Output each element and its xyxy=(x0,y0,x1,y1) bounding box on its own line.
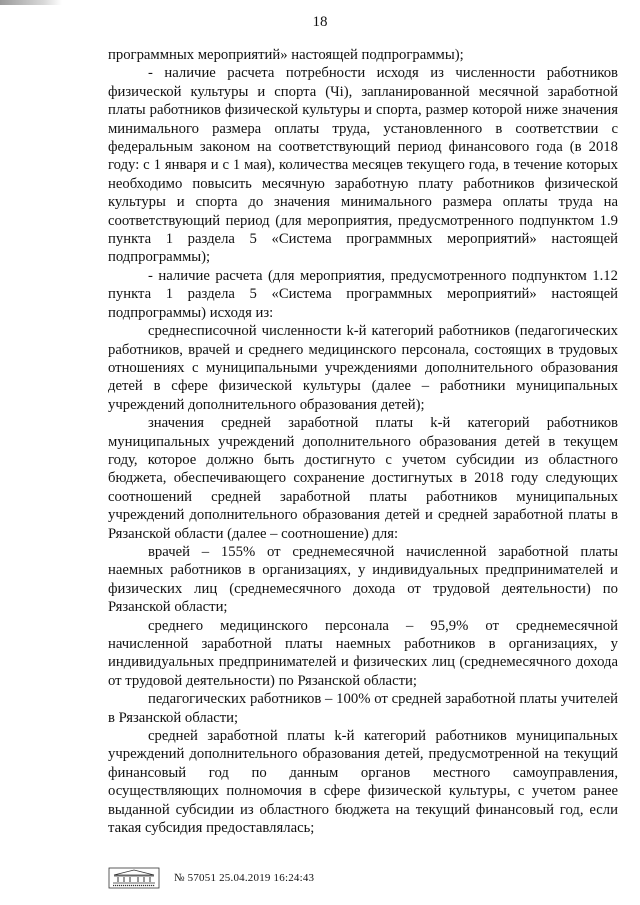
government-building-seal-icon xyxy=(108,867,160,889)
page-number: 18 xyxy=(312,14,328,30)
scan-edge-artifact xyxy=(0,0,62,5)
paragraph: среднесписочной численности k-й категорий работников (педагогических работников, врачей и среднего медицинского персонала, состоящих в трудовых отношениях с муниципальными учреждениями дополнительного образования детей в сфере физической культуры (далее – работники муниципальных учреждений дополнительного образования детей); xyxy=(108,323,618,413)
paragraph: - наличие расчета потребности исходя из численности работников физической культуры и спорта (Чi), запланированной месячной заработной платы работников физической культуры и спорта, размер которой ниже значения минимального размера оплаты труда, установленного в соответствии с федеральным законом на соответствующий период финансового года (в 2018 году: с 1 января и с 1 мая), количества месяцев текущего года, в течение которых необходимо повысить месячную заработную плату работников физической культуры и спорта до значения минимального размера оплаты труда на соответствующий период (для мероприятия, предусмотренного подпунктом 1.9 пункта 1 раздела 5 «Система программных мероприятий» настоящей подпрограммы); xyxy=(108,65,618,266)
paragraph: среднего медицинского персонала – 95,9% от среднемесячной начисленной заработной платы наемных работников в организациях, у индивидуальных предпринимателей и физических лиц (среднемесячного дохода от трудовой деятельности) по Рязанской области; xyxy=(108,617,618,689)
paragraph: программных мероприятий» настоящей подпрограммы); xyxy=(108,47,464,63)
document-footer xyxy=(108,866,314,890)
document-registration-stamp: № 57051 25.04.2019 16:24:43 xyxy=(174,872,315,884)
document-body xyxy=(108,46,618,837)
paragraph: педагогических работников – 100% от средней заработной платы учителей в Рязанской области; xyxy=(108,691,618,726)
paragraph: - наличие расчета (для мероприятия, предусмотренного подпунктом 1.12 пункта 1 раздела 5 «Система программных мероприятий» настоящей подпрограммы) исходя из: xyxy=(108,267,618,321)
paragraph: врачей – 155% от среднемесячной начисленной заработной платы наемных работников в организациях, у индивидуальных предпринимателей и физических лиц (среднемесячного дохода от трудовой деятельности) по Рязанской области; xyxy=(108,543,618,616)
paragraph: средней заработной платы k-й категорий работников муниципальных учреждений дополнительного образования детей, предусмотренной на текущий финансовый год по данным органов местного самоуправления, осуществляющих полномочия в сфере физической культуры, с учетом ранее выданной субсидии из областного бюджета на текущий финансовый год, если такая субсидия предоставлялась; xyxy=(108,728,618,837)
paragraph: значения средней заработной платы k-й категорий работников муниципальных учреждений дополнительного образования детей в текущем году, которое должно быть достигнуто с учетом субсидии из областного бюджета, обеспечивающего сохранение достигнутых в 2018 году следующих соотношений средней заработной платы работников муниципальных учреждений дополнительного образования детей и средней заработной платы в Рязанской области (далее – соотношение) для: xyxy=(108,415,618,542)
